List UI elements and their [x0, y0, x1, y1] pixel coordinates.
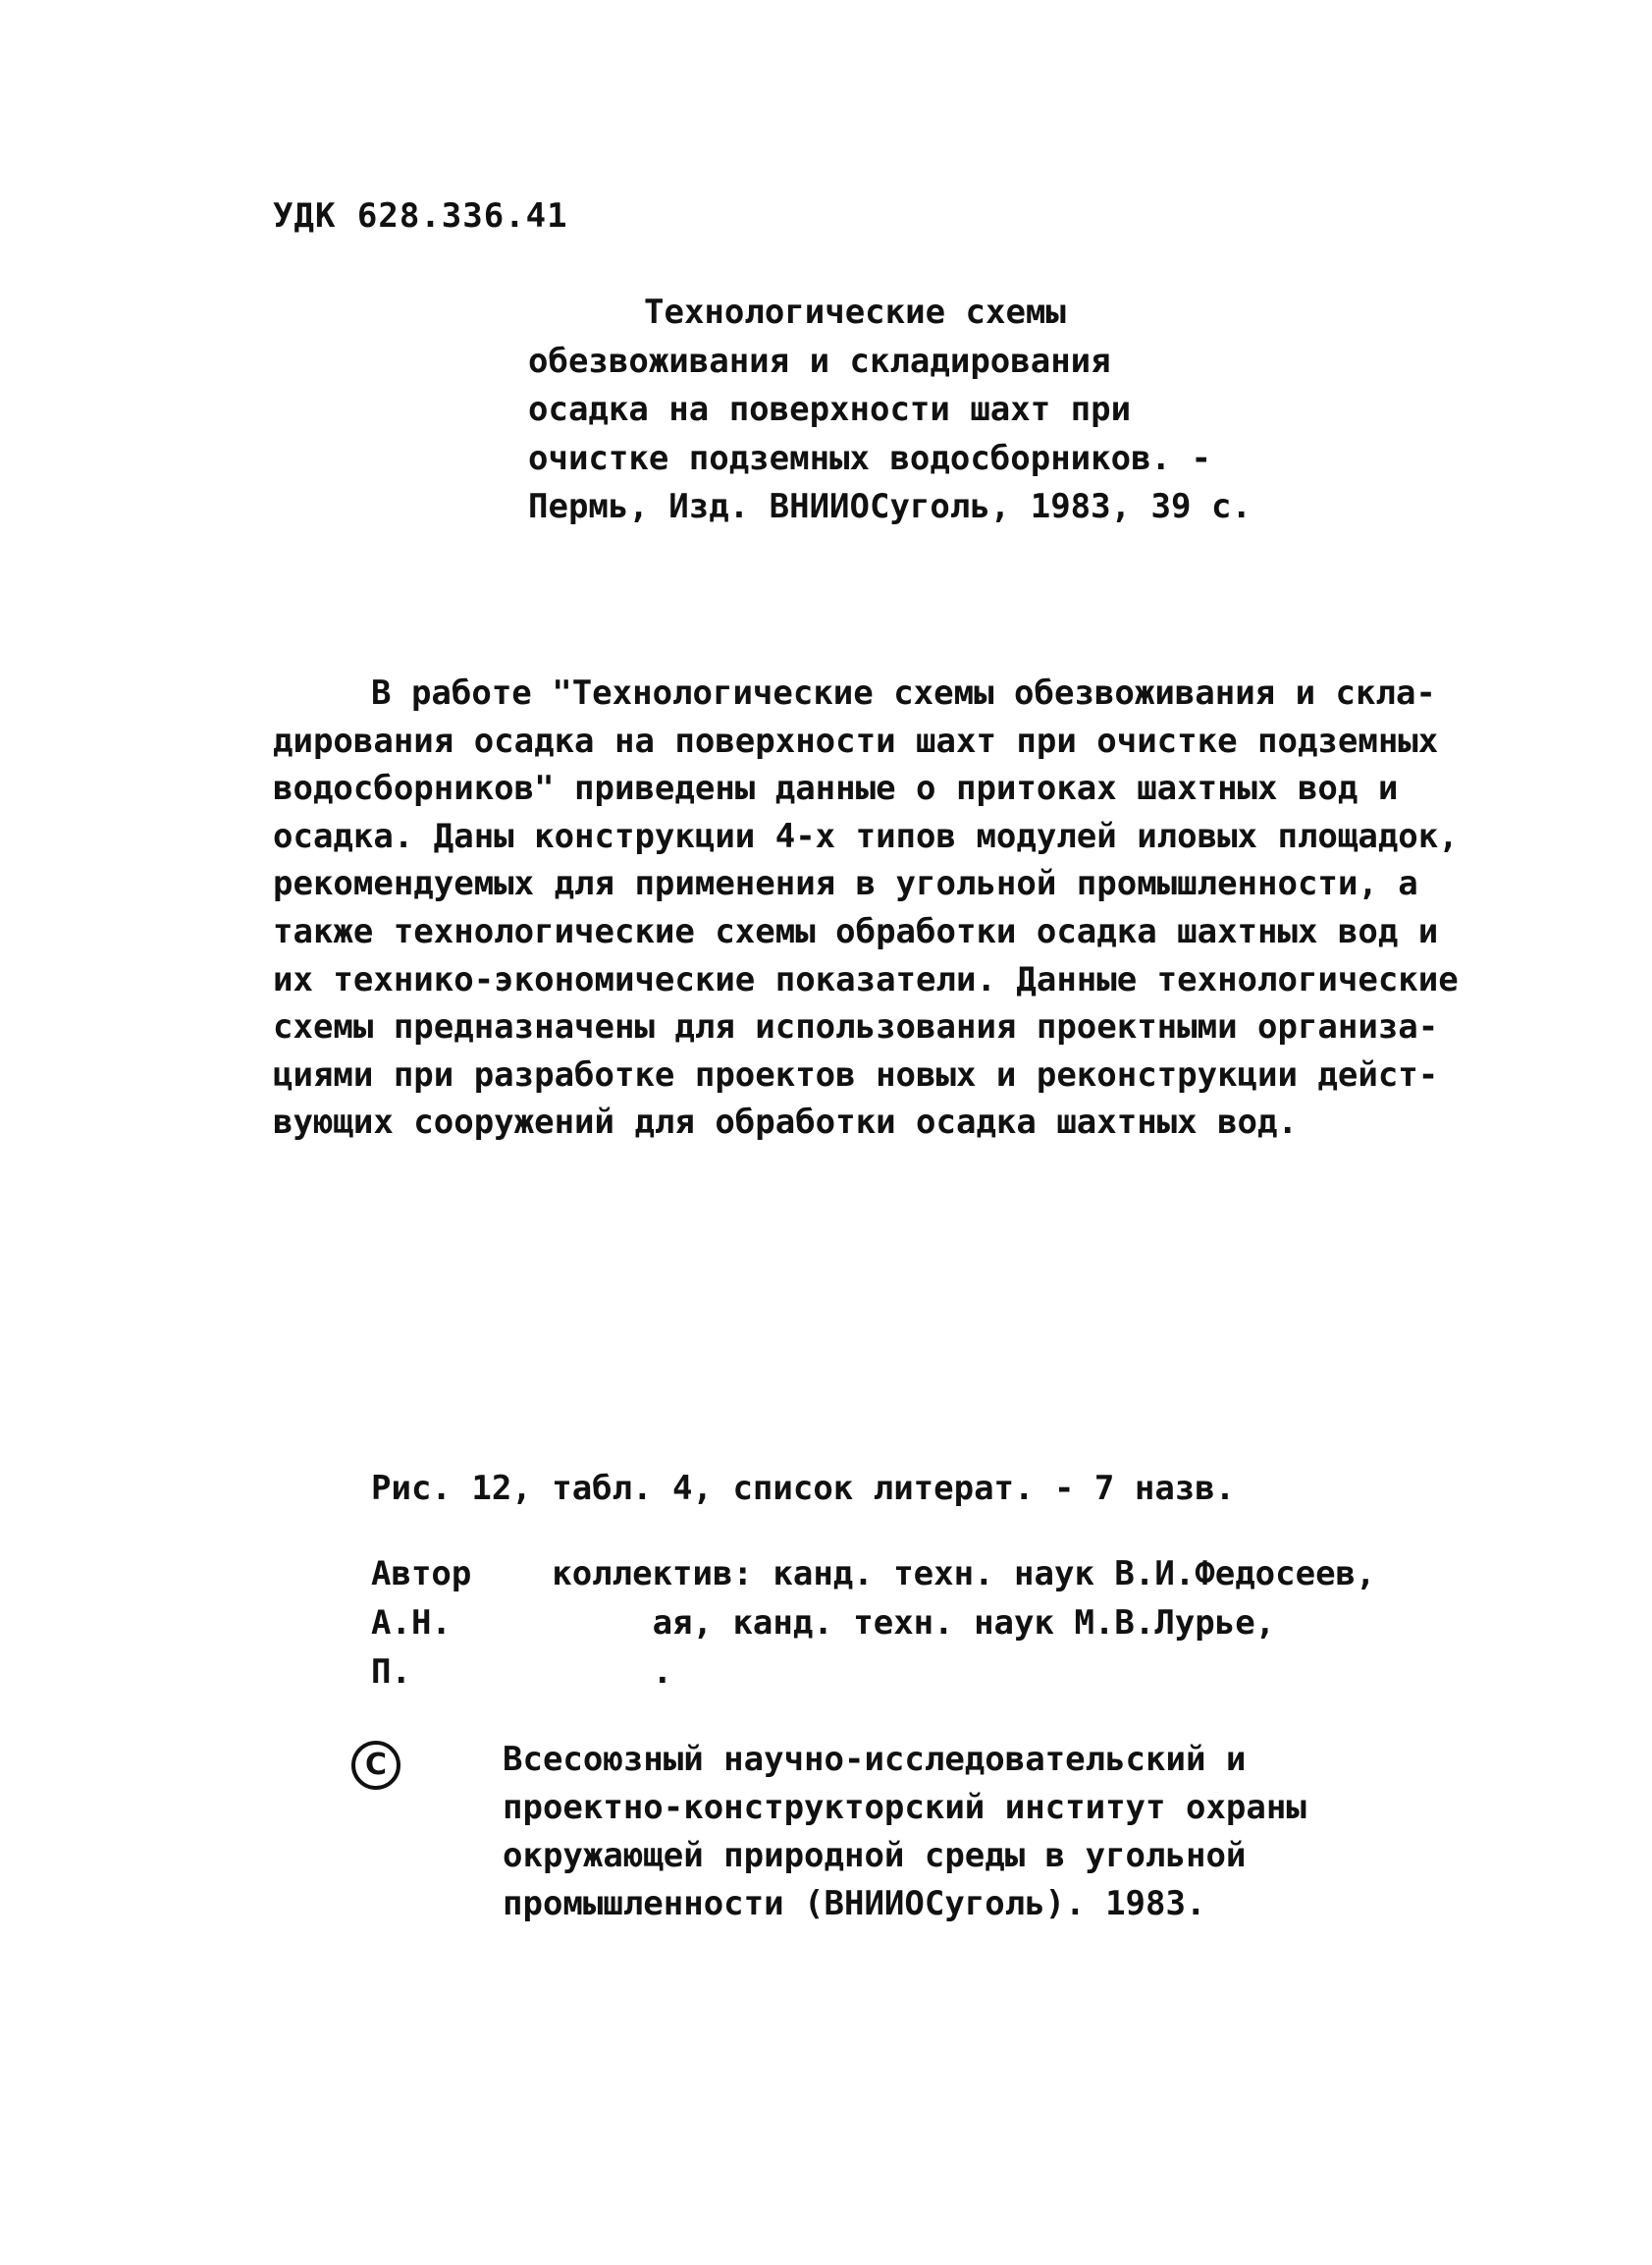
citation-line: Технологические схемы	[644, 293, 1066, 332]
abstract-line: циями при разработке проектов новых и реконструкции дейст-	[273, 1054, 1439, 1095]
abstract-line: вующих сооружений для обработки осадка шахтных вод.	[273, 1103, 1298, 1143]
citation-line: обезвоживания и складирования	[528, 341, 1111, 381]
abstract-line: их технико-экономические показатели. Данные технологические	[273, 959, 1459, 999]
abstract-line: водосборников" приведены данные о притоках шахтных вод и	[273, 769, 1399, 809]
institute-line: промышленности (ВНИИОСуголь). 1983.	[503, 1884, 1206, 1923]
authors-line: А.Н. ая, канд. техн. наук М.В.Лурье,	[371, 1603, 1276, 1643]
figures-tables-info: Рис. 12, табл. 4, список литерат. - 7 назв.	[371, 1469, 1236, 1508]
authors-line: Автор коллектив: канд. техн. наук В.И.Федосеев,	[371, 1554, 1376, 1593]
citation-line: Пермь, Изд. ВНИИОСуголь, 1983, 39 с.	[528, 487, 1252, 526]
bibliographic-citation	[528, 289, 1412, 532]
abstract-line: В работе "Технологические схемы обезвоживания и скла-	[371, 674, 1436, 713]
abstract-line: дирования осадка на поверхности шахт при очистке подземных	[273, 721, 1439, 761]
institute-line: окружающей природной среды в угольной	[503, 1836, 1247, 1875]
copyright-institute	[503, 1736, 1533, 1928]
citation-line: осадка на поверхности шахт при	[528, 390, 1132, 429]
copyright-icon: C	[351, 1741, 400, 1790]
abstract-paragraph	[273, 670, 1459, 1147]
abstract-line: осадка. Даны конструкции 4-х типов модулей иловых площадок,	[273, 816, 1459, 856]
abstract-line: рекомендуемых для применения в угольной промышленности, а	[273, 864, 1418, 904]
authors-block	[371, 1549, 1451, 1697]
udk-code: УДК 628.336.41	[273, 196, 568, 236]
abstract-line: также технологические схемы обработки осадка шахтных вод и	[273, 911, 1439, 951]
abstract-line: схемы предназначены для использования проектными организа-	[273, 1007, 1439, 1048]
authors-line: П. .	[371, 1652, 673, 1692]
institute-line: Всесоюзный научно-исследовательский и	[503, 1740, 1247, 1779]
citation-line: очистке подземных водосборников. -	[528, 438, 1211, 478]
institute-line: проектно-конструкторский институт охраны	[503, 1788, 1306, 1827]
